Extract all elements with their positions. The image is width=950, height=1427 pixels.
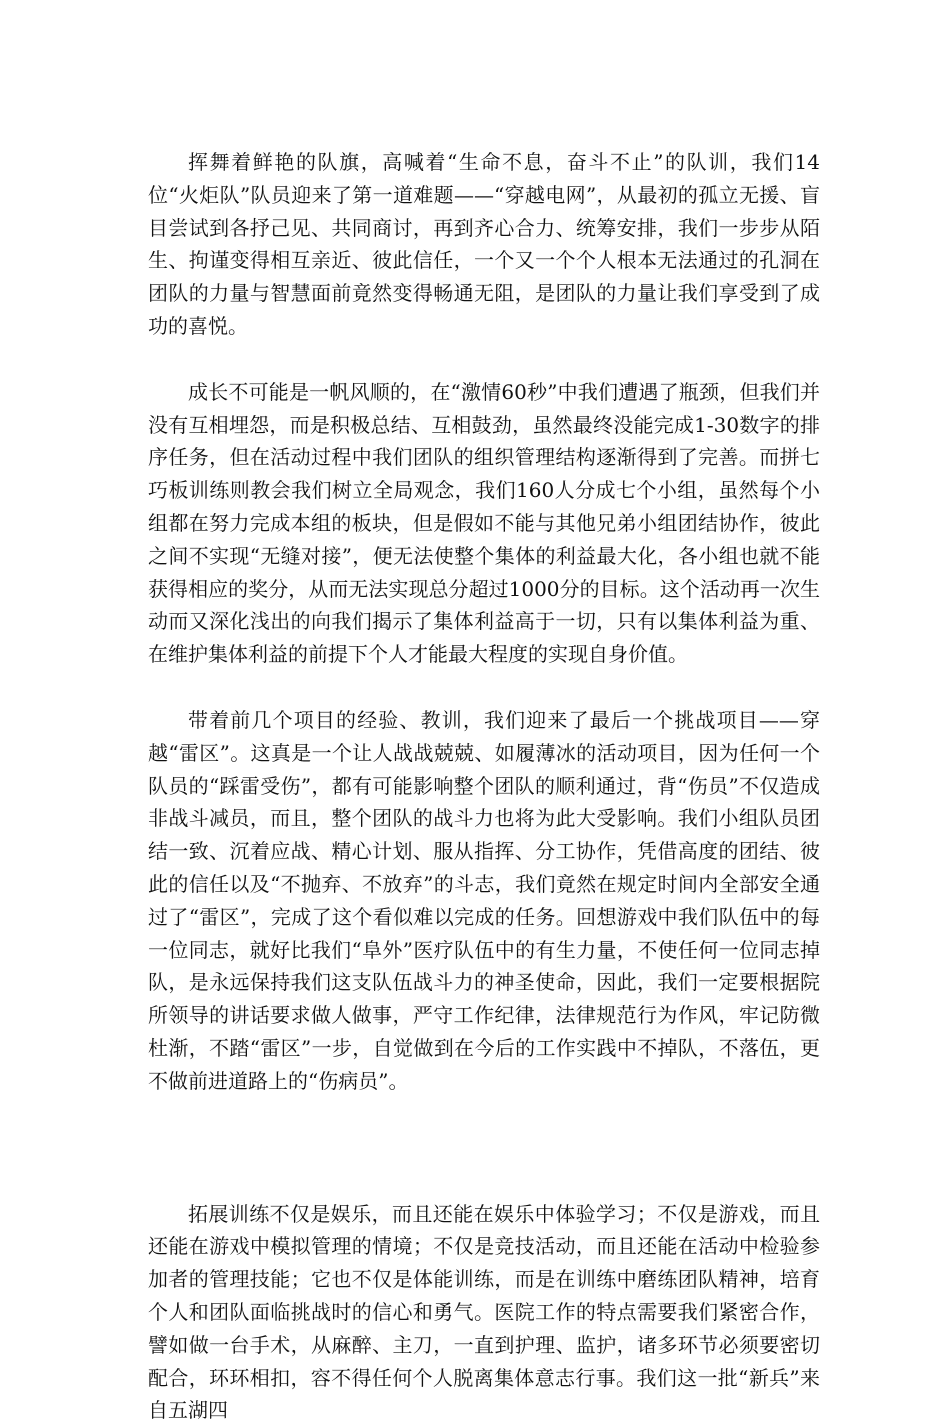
paragraph-crossing-electric-net: 挥舞着鲜艳的队旗，高喊着“生命不息，奋斗不止”的队训，我们14位“火炬队”队员迎来了第一道难题——“穿越电网”，从最初的孤立无援、盲目尝试到各抒己见、共同商讨，再到齐心合力、统筹安排，我们一步步从陌生、拘谨变得相互亲近、彼此信任，一个又一个个人根本无法通过的孔洞在团队的力量与智慧面前竟然变得畅通无阻，是团队的力量让我们享受到了成功的喜悦。 [148,150,820,338]
paragraph-passion-60-seconds: 成长不可能是一帆风顺的，在“激情60秒”中我们遭遇了瓶颈，但我们并没有互相埋怨，而是积极总结、互相鼓劲，虽然最终没能完成1-30数字的排序任务，但在活动过程中我们团队的组织管理结构逐渐得到了完善。而拼七巧板训练则教会我们树立全局观念，我们160人分成七个小组，虽然每个小组都在努力完成本组的板块，但是假如不能与其他兄弟小组团结协作，彼此之间不实现“无缝对接”，便无法使整个集体的利益最大化，各小组也就不能获得相应的奖分，从而无法实现总分超过1000分的目标。这个活动再一次生动而又深化浅出的向我们揭示了集体利益高于一切，只有以集体利益为重、在维护集体利益的前提下个人才能最大程度的实现自身价值。 [148,379,820,667]
paragraph-gap [148,1098,820,1198]
document-page [148,146,820,1427]
paragraph-minefield-crossing: 带着前几个项目的经验、教训，我们迎来了最后一个挑战项目——穿越“雷区”。这真是一个让人战战兢兢、如履薄冰的活动项目，因为任何一个队员的“踩雷受伤”，都有可能影响整个团队的顺利通过，背“伤员”不仅造成非战斗减员，而且，整个团队的战斗力也将为此大受影响。我们小组队员团结一致、沉着应战、精心计划、服从指挥、分工协作，凭借高度的团结、彼此的信任以及“不抛弃、不放弃”的斗志，我们竟然在规定时间内全部安全通过了“雷区”，完成了这个看似难以完成的任务。回想游戏中我们队伍中的每一位同志，就好比我们“阜外”医疗队伍中的有生力量，不使任何一位同志掉队，是永远保持我们这支队伍战斗力的神圣使命，因此，我们一定要根据院所领导的讲话要求做人做事，严守工作纪律，法律规范行为作风，牢记防微杜渐，不踏“雷区”一步，自觉做到在今后的工作实践中不掉队，不落伍，更不做前进道路上的“伤病员”。 [148,707,820,1093]
paragraph-gap [148,343,820,376]
paragraph-gap [148,671,820,704]
paragraph-outward-training: 拓展训练不仅是娱乐，而且还能在娱乐中体验学习；不仅是游戏，而且还能在游戏中模拟管理的情境；不仅是竞技活动，而且还能在活动中检验参加者的管理技能；它也不仅是体能训练，而是在训练中磨练团队精神，培育个人和团队面临挑战时的信心和勇气。医院工作的特点需要我们紧密合作，譬如做一台手术，从麻醉、主刀，一直到护理、监护，诸多环节必须要密切配合，环环相扣，容不得任何个人脱离集体意志行事。我们这一批“新兵”来自五湖四 [148,1201,820,1423]
